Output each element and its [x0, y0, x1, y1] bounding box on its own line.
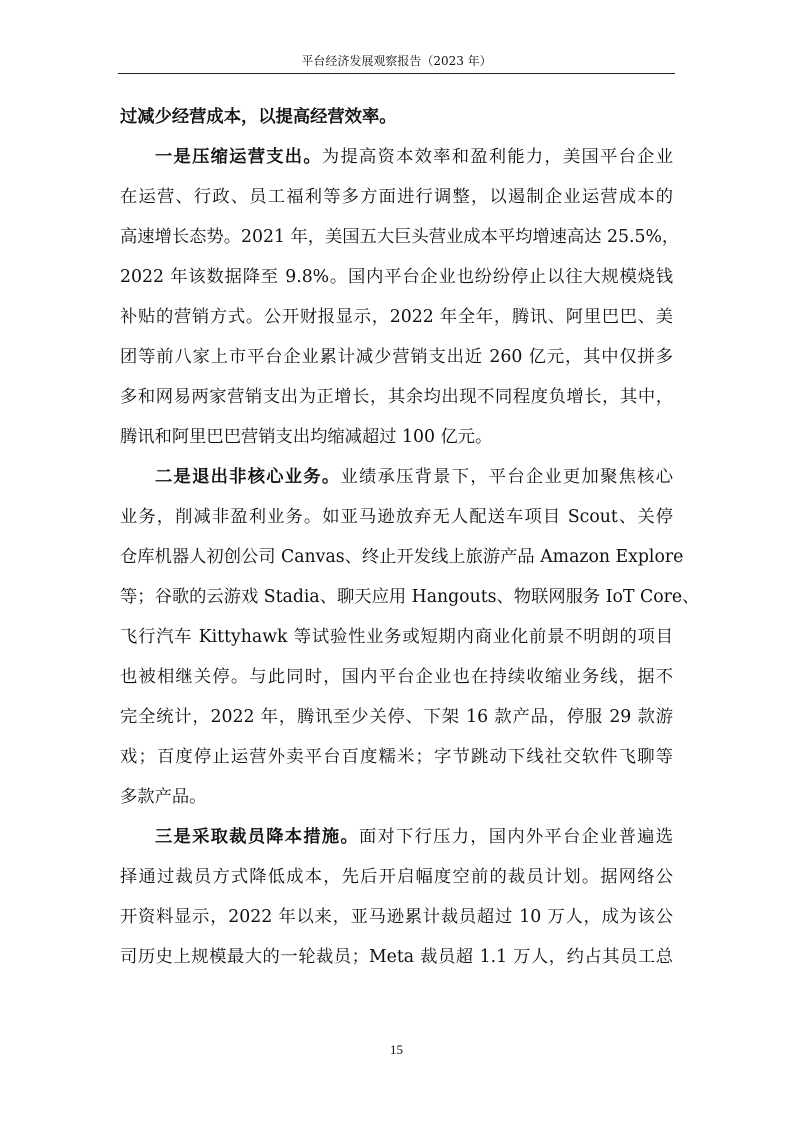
paragraph-3-first-line [120, 817, 673, 857]
text-line: 在运营、行政、员工福利等多方面进行调整，以遏制企业运营成本的 [120, 187, 673, 207]
text-line: 飞行汽车 Kittyhawk 等试验性业务或短期内商业化前景不明朗的项目 [120, 627, 673, 647]
text-line: 也被相继关停。与此同时，国内平台企业也在持续收缩业务线，据不 [120, 667, 673, 687]
paragraph-1-first-line [120, 137, 673, 177]
text-line: 多和网易两家营销支出为正增长，其余均出现不同程度负增长，其中， [120, 387, 673, 407]
text-line: 择通过裁员方式降低成本，先后开启幅度空前的裁员计划。据网络公 [120, 867, 673, 887]
page-number: 15 [390, 1042, 403, 1057]
text-line: 补贴的营销方式。公开财报显示，2022 年全年，腾讯、阿里巴巴、美 [120, 307, 673, 327]
text-line: 司历史上规模最大的一轮裁员；Meta 裁员超 1.1 万人，约占其员工总 [120, 947, 673, 967]
text-line: 高速增长态势。2021 年，美国五大巨头营业成本平均增速高达 25.5%， [120, 227, 680, 247]
text-line: 业务，削减非盈利业务。如亚马逊放弃无人配送车项目 Scout、关停 [120, 507, 673, 527]
text-line: 完全统计，2022 年，腾讯至少关停、下架 16 款产品，停服 29 款游 [120, 707, 673, 727]
text-line: 团等前八家上市平台企业累计减少营销支出近 260 亿元，其中仅拼多 [120, 347, 673, 367]
text-line: 开资料显示，2022 年以来，亚马逊累计裁员超过 10 万人，成为该公 [120, 907, 673, 927]
paragraph-3-heading: 三是采取裁员降本措施。 [155, 827, 359, 847]
paragraph-3-text: 面对下行压力，国内外平台企业普遍选 [358, 827, 673, 847]
paragraph-2-first-line [120, 457, 673, 497]
body-text [120, 97, 700, 977]
text-line: 多款产品。 [120, 787, 207, 807]
running-header: 平台经济发展观察报告（2023 年） [301, 54, 492, 68]
text-line: 仓库机器人初创公司 Canvas、终止开发线上旅游产品 Amazon Explore [120, 547, 684, 567]
paragraph-2-heading: 二是退出非核心业务。 [155, 467, 341, 487]
text-line: 过减少经营成本，以提高经营效率。 [120, 107, 397, 127]
paragraph-1-heading: 一是压缩运营支出。 [155, 147, 322, 167]
paragraph-2-text: 业绩承压背景下，平台企业更加聚焦核心 [340, 467, 673, 487]
paragraph-1-text: 为提高资本效率和盈利能力，美国平台企业 [321, 147, 673, 167]
text-line: 腾讯和阿里巴巴营销支出均缩减超过 100 亿元。 [120, 427, 493, 447]
text-line: 2022 年该数据降至 9.8%。国内平台企业也纷纷停止以往大规模烧钱 [120, 267, 673, 287]
text-line: 戏；百度停止运营外卖平台百度糯米；字节跳动下线社交软件飞聊等 [120, 747, 673, 767]
header-rule [118, 73, 675, 74]
text-line: 等；谷歌的云游戏 Stadia、聊天应用 Hangouts、物联网服务 IoT Core、 [120, 587, 700, 607]
